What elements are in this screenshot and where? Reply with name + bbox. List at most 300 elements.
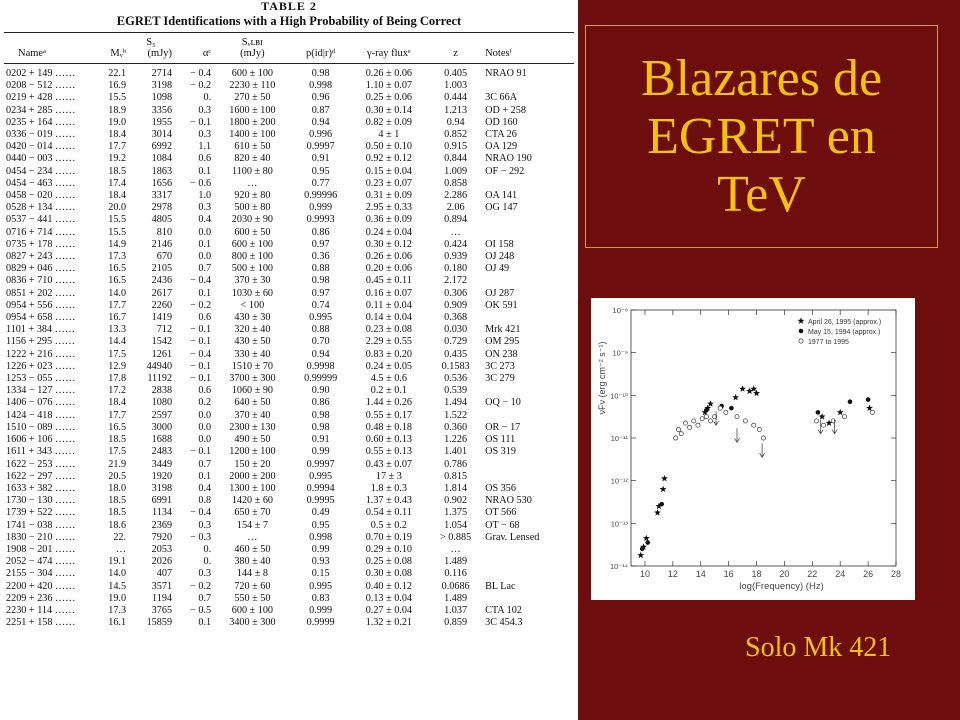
cell-mv: 18.5: [108, 434, 127, 446]
cell-name: 0219 + 428 ……: [6, 92, 76, 104]
cell-name: 0851 + 202 ……: [6, 287, 76, 299]
header-top-name: [4, 33, 94, 49]
cell-s5: 2026: [151, 556, 173, 568]
egret-identifications-table: [4, 32, 574, 629]
cell-notes: OA 141: [485, 190, 518, 202]
cell-flux: 0.20 ± 0.06: [365, 263, 413, 275]
table-row: [4, 349, 574, 361]
cell-mv: 14.5: [108, 580, 127, 592]
cell-z: 0.1583: [441, 360, 470, 372]
cell-notes: [483, 275, 574, 287]
sed-point: [819, 413, 826, 420]
header-top-s5: S₅: [128, 33, 174, 49]
cell-flux: 0.11 ± 0.04: [365, 299, 412, 311]
cell-flux: 0.55 ± 0.13: [365, 446, 413, 458]
cell-pid: 0.49: [311, 507, 330, 519]
cell-notes: NRAO 530: [485, 495, 532, 507]
cell-notes: OQ − 10: [485, 397, 521, 409]
cell-alpha: 0.1: [198, 165, 212, 177]
cell-z: 1.489: [444, 592, 468, 604]
cell-notes: OK 591: [485, 299, 518, 311]
cell-alpha: 0.6: [198, 153, 212, 165]
cell-svlbi: 2000 ± 200: [229, 470, 276, 482]
table-row: [4, 214, 574, 226]
y-tick-label: 10⁻¹⁰: [610, 391, 628, 401]
sed-point: [704, 408, 709, 413]
cell-flux: 0.27 ± 0.04: [365, 604, 413, 616]
cell-notes: OJ 248: [485, 251, 515, 263]
cell-notes: OI 158: [485, 238, 514, 250]
cell-name: 1611 + 343 ……: [6, 446, 76, 458]
cell-alpha: − 0.4: [190, 275, 212, 287]
cell-pid: 0.86: [311, 397, 330, 409]
cell-name: 0836 + 710 ……: [6, 275, 76, 287]
cell-pid: 0.999: [309, 604, 333, 616]
cell-alpha: − 0.4: [190, 68, 212, 79]
cell-flux: 0.55 ± 0.17: [365, 409, 413, 421]
cell-svlbi: < 100: [240, 299, 265, 311]
cell-pid: 0.99996: [304, 190, 338, 202]
cell-svlbi: 640 ± 50: [234, 397, 271, 409]
cell-name: 0234 + 285 ……: [6, 104, 76, 116]
cell-notes: [483, 312, 574, 324]
cell-alpha: 0.7: [198, 263, 212, 275]
cell-pid: 0.9998: [306, 360, 335, 372]
cell-pid: 0.93: [311, 556, 330, 568]
cell-alpha: 0.: [203, 543, 212, 555]
cell-mv: 14.4: [108, 336, 127, 348]
cell-alpha: − 0.1: [190, 446, 212, 458]
cell-notes: Grav. Lensed: [485, 531, 540, 543]
x-tick-label: 22: [807, 569, 818, 579]
cell-flux: 0.30 ± 0.12: [365, 238, 413, 250]
cell-z: > 0.885: [440, 531, 472, 543]
cell-s5: 407: [156, 568, 173, 580]
legend-entry: May 15, 1994 (approx.): [808, 329, 881, 336]
cell-alpha: 0.4: [198, 214, 212, 226]
cell-flux: 0.13 ± 0.04: [365, 592, 413, 604]
cell-z: 1.401: [444, 446, 468, 458]
cell-svlbi: 600 ± 100: [231, 604, 274, 616]
cell-name: 1633 + 382 ……: [6, 482, 76, 494]
cell-flux: 1.44 ± 0.26: [365, 397, 413, 409]
sed-point: [718, 406, 722, 410]
cell-mv: 18.4: [108, 397, 127, 409]
table-row: [4, 105, 574, 117]
header-s5-unit: (mJy): [128, 48, 174, 64]
cell-alpha: 0.3: [198, 568, 212, 580]
cell-notes: [483, 80, 574, 92]
cell-flux: 1.8 ± 0.3: [370, 482, 407, 494]
cell-name: 0202 + 149 ……: [6, 68, 76, 79]
sed-point: [816, 410, 821, 415]
cell-mv: 16.5: [108, 421, 127, 433]
table-row: [4, 178, 574, 190]
cell-mv: 17.7: [108, 409, 127, 421]
sed-point: [637, 552, 644, 559]
cell-alpha: 1.0: [198, 190, 212, 202]
cell-name: 1424 − 418 ……: [6, 409, 76, 421]
x-tick-label: 20: [779, 569, 790, 579]
cell-alpha: − 0.2: [190, 299, 212, 311]
cell-name: 1606 + 106 ……: [6, 434, 76, 446]
cell-pid: 0.70: [311, 336, 330, 348]
legend-marker: [799, 329, 804, 334]
cell-name: 0735 + 178 ……: [6, 238, 76, 250]
cell-flux: 2.29 ± 0.55: [365, 336, 413, 348]
cell-name: 2251 + 158 ……: [6, 617, 76, 629]
cell-notes: OM 295: [485, 336, 520, 348]
cell-flux: 0.82 ± 0.09: [365, 116, 413, 128]
x-tick-label: 12: [667, 569, 678, 579]
cell-z: …: [450, 226, 461, 238]
cell-s5: 2978: [151, 202, 173, 214]
table-header-row-top: [4, 33, 574, 49]
table-row: [4, 227, 574, 239]
cell-s5: 1419: [151, 312, 173, 324]
cell-flux: 0.48 ± 0.18: [365, 421, 413, 433]
cell-z: 1.814: [444, 482, 468, 494]
cell-z: 0.729: [444, 336, 468, 348]
cell-mv: 18.0: [108, 482, 127, 494]
sed-point: [687, 425, 691, 429]
sed-point: [866, 397, 871, 402]
cell-mv: 15.5: [108, 92, 127, 104]
cell-pid: 0.9997: [306, 458, 335, 470]
table-row: [4, 166, 574, 178]
cell-pid: 0.998: [309, 531, 333, 543]
cell-s5: 11192: [147, 373, 173, 385]
cell-alpha: 0.7: [198, 592, 212, 604]
cell-z: 0.858: [444, 177, 468, 189]
cell-name: 0454 − 463 ……: [6, 177, 76, 189]
table-row: [4, 471, 574, 483]
cell-mv: 14.0: [108, 568, 127, 580]
cell-alpha: 0.2: [198, 397, 212, 409]
cell-mv: 16.1: [108, 617, 127, 629]
cell-pid: 0.995: [309, 470, 333, 482]
cell-flux: 0.24 ± 0.04: [365, 226, 413, 238]
x-axis-label: log(Frequency) (Hz): [739, 581, 824, 592]
cell-notes: [483, 593, 574, 605]
y-tick-label: 10⁻⁹: [612, 348, 628, 358]
cell-svlbi: 600 ± 100: [231, 68, 274, 79]
cell-pid: 0.98: [311, 421, 330, 433]
cell-pid: 0.995: [309, 580, 333, 592]
cell-flux: 1.37 ± 0.43: [365, 495, 413, 507]
header-z: z: [428, 48, 483, 64]
cell-mv: 17.3: [108, 251, 127, 263]
cell-svlbi: 1510 ± 70: [231, 360, 274, 372]
cell-svlbi: 320 ± 40: [234, 324, 271, 336]
cell-z: 0.852: [444, 129, 468, 141]
cell-name: 1730 − 130 ……: [6, 495, 76, 507]
cell-flux: 0.30 ± 0.08: [365, 568, 413, 580]
y-tick-label: 10⁻⁸: [612, 306, 628, 315]
cell-svlbi: 1200 ± 100: [229, 446, 276, 458]
cell-mv: 14.9: [108, 238, 127, 250]
cell-notes: [483, 471, 574, 483]
legend-marker: [799, 339, 803, 343]
cell-notes: OT 566: [485, 507, 517, 519]
x-tick-label: 26: [863, 569, 874, 579]
cell-flux: 0.5 ± 0.2: [370, 519, 407, 531]
cell-flux: 0.26 ± 0.06: [365, 251, 413, 263]
cell-svlbi: 720 ± 60: [234, 580, 271, 592]
cell-s5: 2369: [151, 519, 173, 531]
slide-title-box: [585, 25, 938, 248]
cell-svlbi: 600 ± 100: [231, 238, 274, 250]
sed-point: [814, 419, 818, 423]
sed-point: [654, 509, 661, 515]
x-tick-label: 28: [890, 569, 902, 579]
cell-svlbi: …: [247, 531, 258, 543]
cell-flux: 0.83 ± 0.20: [365, 348, 413, 360]
cell-alpha: 0.7: [198, 458, 212, 470]
table-row: [4, 300, 574, 312]
cell-mv: 22.1: [108, 68, 127, 79]
cell-alpha: 0.1: [198, 238, 212, 250]
cell-pid: 0.36: [311, 251, 330, 263]
cell-name: 1830 − 210 ……: [6, 531, 76, 543]
cell-s5: 1261: [151, 348, 173, 360]
cell-svlbi: 1100 ± 80: [231, 165, 273, 177]
cell-mv: 17.3: [108, 604, 127, 616]
cell-name: 0827 + 243 ……: [6, 251, 76, 263]
cell-flux: 4.5 ± 0.6: [370, 373, 407, 385]
cell-alpha: − 0.3: [190, 531, 212, 543]
cell-svlbi: 800 ± 100: [231, 251, 274, 263]
cell-flux: 0.50 ± 0.10: [365, 141, 413, 153]
cell-flux: 0.15 ± 0.04: [365, 165, 413, 177]
cell-z: 2.172: [444, 275, 468, 287]
cell-mv: 16.9: [108, 80, 127, 92]
cell-svlbi: 430 ± 30: [234, 312, 271, 324]
cell-pid: 0.998: [309, 80, 333, 92]
cell-z: 0.859: [444, 617, 468, 629]
slide-title: Blazares de EGRET en TeV: [640, 49, 883, 223]
cell-s5: 2053: [151, 543, 173, 555]
cell-svlbi: 270 ± 50: [234, 92, 271, 104]
table-row: [4, 507, 574, 519]
cell-notes: NRAO 91: [485, 68, 527, 79]
sed-point: [683, 421, 687, 425]
cell-notes: Mrk 421: [485, 324, 521, 336]
cell-mv: …: [115, 543, 127, 555]
cell-pid: 0.999: [309, 202, 333, 214]
sed-point: [661, 475, 668, 482]
sed-chart: [591, 298, 915, 600]
cell-name: 1156 + 295 ……: [6, 336, 76, 348]
y-tick-label: 10⁻¹³: [610, 519, 628, 529]
cell-notes: BL Lac: [485, 580, 516, 592]
sed-point: [674, 436, 678, 440]
cell-s5: 2617: [151, 287, 173, 299]
cell-alpha: 0.: [203, 92, 212, 104]
cell-z: 0.424: [444, 238, 468, 250]
legend-entry: April 26, 1995 (approx.): [808, 319, 882, 326]
cell-z: 0.180: [444, 263, 468, 275]
cell-svlbi: 490 ± 50: [234, 434, 271, 446]
cell-name: 1908 − 201 ……: [6, 543, 76, 555]
cell-pid: 0.995: [309, 312, 333, 324]
cell-pid: 0.99999: [304, 373, 338, 385]
cell-notes: OD 160: [485, 116, 518, 128]
cell-notes: [483, 459, 574, 471]
cell-svlbi: 2300 ± 130: [229, 421, 276, 433]
table-row: [4, 617, 574, 629]
cell-s5: 2146: [151, 238, 173, 250]
cell-s5: 3571: [151, 580, 173, 592]
cell-notes: OR − 17: [485, 421, 521, 433]
cell-svlbi: 460 ± 50: [234, 543, 271, 555]
cell-pid: 0.77: [311, 177, 330, 189]
cell-name: 2155 − 304 ……: [6, 568, 76, 580]
cell-flux: 0.70 ± 0.19: [365, 531, 413, 543]
table-row: [4, 446, 574, 458]
cell-z: 0.536: [444, 373, 468, 385]
table-body: [4, 64, 574, 630]
cell-z: 0.815: [444, 470, 468, 482]
sed-point: [870, 410, 874, 414]
cell-name: 0420 − 014 ……: [6, 141, 76, 153]
cell-s5: 7920: [151, 531, 173, 543]
cell-notes: OT − 68: [485, 519, 520, 531]
cell-alpha: − 0.4: [190, 348, 212, 360]
sed-point: [692, 419, 696, 423]
cell-s5: 1542: [151, 336, 173, 348]
cell-alpha: − 0.1: [190, 373, 212, 385]
cell-notes: [483, 214, 574, 226]
cell-flux: 0.23 ± 0.07: [365, 177, 413, 189]
cell-svlbi: 500 ± 80: [234, 202, 271, 214]
cell-notes: OS 319: [485, 446, 516, 458]
cell-s5: 1084: [151, 153, 173, 165]
cell-z: 0.915: [444, 141, 468, 153]
cell-notes: OD + 258: [485, 104, 526, 116]
cell-notes: 3C 279: [485, 373, 515, 385]
sed-point: [732, 394, 739, 401]
table-row: [4, 422, 574, 434]
cell-name: 1222 + 216 ……: [6, 348, 76, 360]
cell-mv: 18.5: [108, 165, 127, 177]
cell-mv: 17.4: [108, 177, 127, 189]
cell-svlbi: 150 ± 20: [234, 458, 271, 470]
cell-s5: 1098: [151, 92, 173, 104]
cell-z: 0.306: [444, 287, 468, 299]
cell-pid: 0.98: [311, 68, 330, 79]
table-row: [4, 556, 574, 568]
cell-name: 1406 − 076 ……: [6, 397, 76, 409]
cell-svlbi: 1420 ± 60: [231, 495, 274, 507]
cell-name: 0458 − 020 ……: [6, 190, 76, 202]
cell-alpha: 0.8: [198, 495, 212, 507]
cell-name: 1622 − 253 ……: [6, 458, 76, 470]
cell-flux: 0.24 ± 0.05: [365, 360, 413, 372]
cell-notes: OS 356: [485, 482, 516, 494]
cell-pid: 0.87: [311, 104, 330, 116]
cell-pid: 0.9994: [306, 482, 335, 494]
cell-s5: 3000: [151, 421, 173, 433]
cell-name: 0829 + 046 ……: [6, 263, 76, 275]
cell-mv: 19.0: [108, 116, 127, 128]
cell-mv: 17.2: [108, 385, 127, 397]
header-pid: p(id|r)ᵈ: [292, 48, 350, 64]
sed-point: [729, 406, 734, 411]
cell-flux: 0.14 ± 0.04: [365, 312, 413, 324]
cell-svlbi: 1030 ± 60: [231, 287, 274, 299]
cell-z: 0.939: [444, 251, 468, 263]
cell-s5: 6991: [151, 495, 173, 507]
cell-mv: 16.7: [108, 312, 127, 324]
sed-point: [743, 419, 747, 423]
cell-s5: 3449: [151, 458, 173, 470]
cell-z: 2.06: [446, 202, 465, 214]
sed-point: [640, 547, 645, 552]
cell-mv: 18.6: [108, 519, 127, 531]
cell-notes: NRAO 190: [485, 153, 532, 165]
table-row: [4, 288, 574, 300]
cell-alpha: − 0.2: [190, 580, 212, 592]
cell-svlbi: 600 ± 50: [234, 226, 271, 238]
sed-point: [645, 540, 650, 545]
sed-point: [724, 410, 728, 414]
table-row: [4, 483, 574, 495]
cell-mv: 21.9: [108, 458, 127, 470]
cell-z: 0.844: [444, 153, 468, 165]
cell-mv: 18.9: [108, 104, 127, 116]
cell-svlbi: 610 ± 50: [234, 141, 271, 153]
table-row: [4, 92, 574, 104]
cell-name: 2200 + 420 ……: [6, 580, 76, 592]
cell-z: 1.489: [444, 556, 468, 568]
sed-point: [837, 409, 844, 416]
cell-notes: OJ 287: [485, 287, 515, 299]
cell-z: 0.909: [444, 299, 468, 311]
cell-mv: 19.1: [108, 556, 127, 568]
cell-s5: 3765: [151, 604, 173, 616]
cell-pid: 0.98: [311, 275, 330, 287]
cell-alpha: 0.0: [198, 226, 212, 238]
cell-flux: 0.54 ± 0.11: [365, 507, 412, 519]
cell-mv: 22.: [113, 531, 127, 543]
cell-pid: 0.96: [311, 92, 330, 104]
table-row: [4, 397, 574, 409]
cell-alpha: − 0.2: [190, 80, 212, 92]
cell-name: 0716 + 714 ……: [6, 226, 76, 238]
table-row: [4, 544, 574, 556]
cell-notes: [483, 544, 574, 556]
cell-alpha: − 0.1: [190, 116, 212, 128]
cell-mv: 19.2: [108, 153, 127, 165]
cell-svlbi: 820 ± 40: [234, 153, 271, 165]
cell-alpha: 0.3: [198, 104, 212, 116]
cell-flux: 2.95 ± 0.33: [365, 202, 413, 214]
cell-s5: 3198: [151, 482, 173, 494]
cell-pid: 0.88: [311, 263, 330, 275]
cell-z: 0.030: [444, 324, 468, 336]
cell-alpha: − 0.5: [190, 604, 212, 616]
cell-z: 1.494: [444, 397, 468, 409]
cell-pid: 0.99: [311, 543, 330, 555]
cell-alpha: 0.3: [198, 519, 212, 531]
header-name: Nameᵃ: [4, 48, 94, 64]
cell-pid: 0.9997: [306, 141, 335, 153]
cell-z: 1.009: [444, 165, 468, 177]
cell-pid: 0.9995: [306, 495, 335, 507]
cell-s5: 2105: [151, 263, 173, 275]
cell-svlbi: 430 ± 50: [234, 336, 271, 348]
